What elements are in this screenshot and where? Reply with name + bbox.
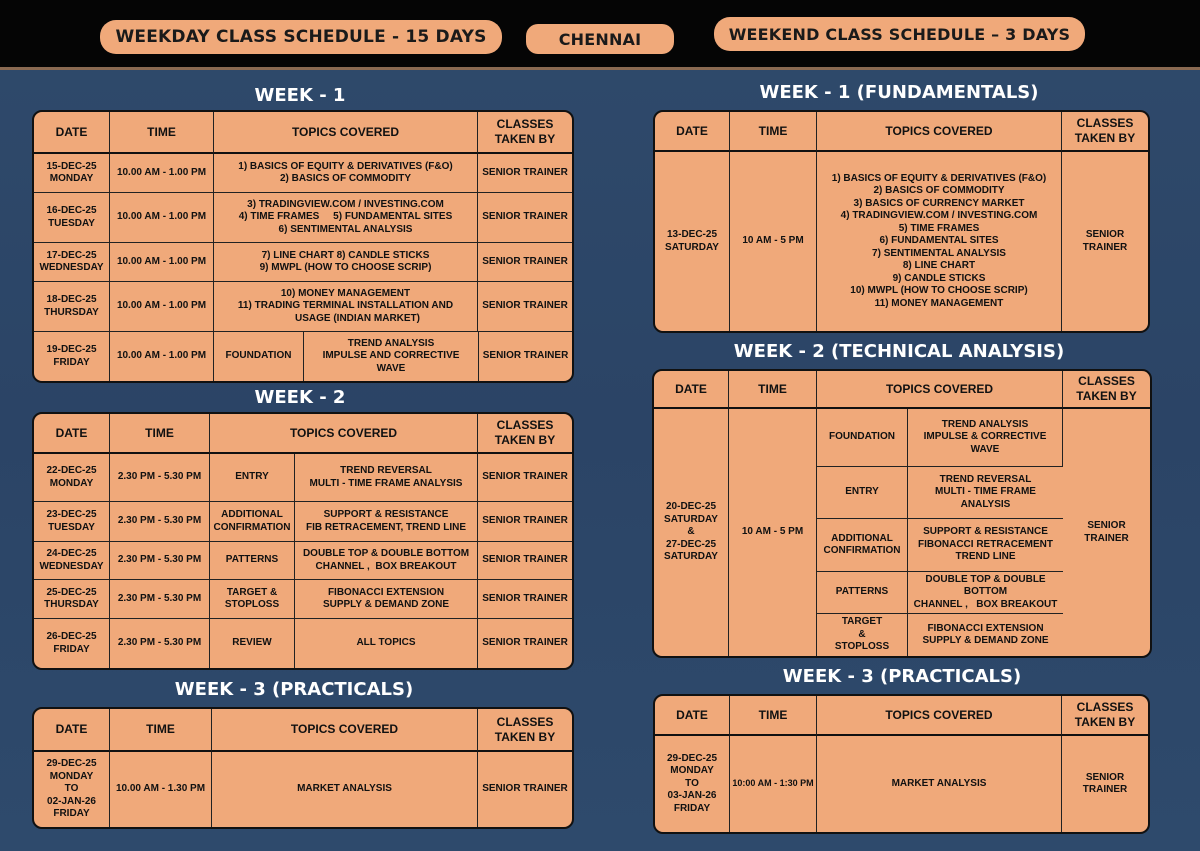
module-cell: FOUNDATION <box>214 332 304 381</box>
trainer-cell: SENIOR TRAINER <box>478 243 572 282</box>
weekend-week3-table <box>653 694 1150 834</box>
col-classes-taken-by: CLASSES TAKEN BY <box>478 709 572 752</box>
trainer-cell: SENIOR TRAINER <box>478 154 572 193</box>
module-cell: TARGET & STOPLOSS <box>817 614 908 656</box>
date-cell: 29-DEC-25 MONDAY TO 02-JAN-26 FRIDAY <box>34 752 110 827</box>
weekday-schedule-title: WEEKDAY CLASS SCHEDULE - 15 DAYS <box>100 20 502 54</box>
time-cell: 2.30 PM - 5.30 PM <box>110 454 210 502</box>
trainer-cell: SENIOR TRAINER <box>482 783 568 795</box>
col-classes-taken-by: CLASSES TAKEN BY <box>478 112 572 154</box>
time-cell: 10.00 AM - 1.00 PM <box>110 332 214 381</box>
trainer-cell: SENIOR TRAINER <box>478 282 572 332</box>
col-date: DATE <box>654 371 729 409</box>
module-detail-cell: TREND ANALYSIS IMPULSE AND CORRECTIVE WAVE <box>322 337 460 374</box>
trainer-cell: SENIOR TRAINER <box>478 580 572 619</box>
col-topics: TOPICS COVERED <box>212 709 478 752</box>
module-detail-cell: ALL TOPICS <box>295 619 478 668</box>
col-time: TIME <box>729 371 817 409</box>
table-row <box>654 409 1150 467</box>
time-cell: 10.00 AM - 1.00 PM <box>110 243 214 282</box>
col-classes-taken-by: CLASSES TAKEN BY <box>1062 112 1148 152</box>
trainer-cell: SENIOR TRAINER <box>478 332 572 381</box>
weekday-week1-table <box>32 110 574 383</box>
module-cell: PATTERNS <box>210 542 295 580</box>
col-topics: TOPICS COVERED <box>817 696 1062 736</box>
time-cell: 2.30 PM - 5.30 PM <box>110 502 210 542</box>
topics-cell: 1) BASICS OF EQUITY & DERIVATIVES (F&O) 2) BASICS OF COMMODITY <box>214 154 478 193</box>
module-cell: ENTRY <box>817 467 908 519</box>
col-classes-taken-by: CLASSES TAKEN BY <box>478 414 572 454</box>
date-cell: 26-DEC-25 FRIDAY <box>34 619 110 668</box>
weekday-week1-title: WEEK - 1 <box>254 85 346 106</box>
table-row <box>34 193 572 243</box>
module-cell: ADDITIONAL CONFIRMATION <box>210 502 295 542</box>
topics-cell: 1) BASICS OF EQUITY & DERIVATIVES (F&O) 2) BASICS OF COMMODITY 3) BASICS OF CURRENCY MARKET 4) TRADINGVIEW.COM / INVESTING.COM 5) TIME FRAMES 6) FUNDAMENTAL SITES 7) SENTIMENTAL ANALYSIS 8) LINE CHART 9) CANDLE STICKS 10) MWPL (HOW TO CHOOSE SCRIP) 11) MONEY MANAGEMENT <box>817 152 1062 331</box>
table-row <box>34 243 572 282</box>
date-cell: 15-DEC-25 MONDAY <box>34 154 110 193</box>
trainer-cell: SENIOR TRAINER <box>482 637 568 649</box>
table-row <box>655 152 1148 331</box>
weekday-week3-table <box>32 707 574 829</box>
weekend-week3-title: WEEK - 3 (PRACTICALS) <box>782 666 1022 687</box>
module-detail-cell: TREND REVERSAL MULTI - TIME FRAME ANALYSIS <box>908 467 1063 519</box>
time-cell: 2.30 PM - 5.30 PM <box>110 542 210 580</box>
weekend-week1-title: WEEK - 1 (FUNDAMENTALS) <box>759 82 1039 103</box>
col-classes-taken-by: CLASSES TAKEN BY <box>1062 696 1148 736</box>
module-cell: PATTERNS <box>817 572 908 614</box>
module-detail-cell: FIBONACCI EXTENSION SUPPLY & DEMAND ZONE <box>295 580 478 619</box>
module-cell: ADDITIONAL CONFIRMATION <box>817 519 908 572</box>
trainer-cell: SENIOR TRAINER <box>1082 229 1128 253</box>
date-cell: 23-DEC-25 TUESDAY <box>34 502 110 542</box>
table-header-row <box>655 696 1148 736</box>
col-time: TIME <box>730 112 817 152</box>
trainer-cell: SENIOR TRAINER <box>478 193 572 243</box>
time-cell: 10:00 AM - 1:30 PM <box>730 736 817 832</box>
module-cell: TARGET & STOPLOSS <box>210 580 295 619</box>
module-detail-cell: TREND REVERSAL MULTI - TIME FRAME ANALYSIS <box>295 454 478 502</box>
col-topics: TOPICS COVERED <box>817 371 1063 409</box>
col-time: TIME <box>730 696 817 736</box>
table-row <box>34 580 572 619</box>
trainer-cell: SENIOR TRAINER <box>478 454 572 502</box>
table-header-row <box>655 112 1148 152</box>
weekday-week2-table <box>32 412 574 670</box>
trainer-cell: SENIOR TRAINER <box>1084 520 1129 544</box>
time-cell: 10 AM - 5 PM <box>730 152 817 331</box>
table-row <box>34 454 572 502</box>
col-date: DATE <box>34 709 110 752</box>
date-cell: 25-DEC-25 THURSDAY <box>34 580 110 619</box>
topics-cell: 10) MONEY MANAGEMENT 11) TRADING TERMINAL INSTALLATION AND USAGE (INDIAN MARKET) <box>214 282 478 332</box>
date-cell: 20-DEC-25 SATURDAY & 27-DEC-25 SATURDAY <box>654 409 729 656</box>
col-date: DATE <box>34 112 110 154</box>
time-cell: 10.00 AM - 1.00 PM <box>110 282 214 332</box>
col-date: DATE <box>655 696 730 736</box>
trainer-cell: SENIOR TRAINER <box>478 502 572 542</box>
module-cell: FOUNDATION <box>817 409 908 467</box>
weekday-week2-title: WEEK - 2 <box>254 387 346 408</box>
table-header-row <box>654 371 1150 409</box>
weekday-week3-title: WEEK - 3 (PRACTICALS) <box>174 679 414 700</box>
date-cell: 24-DEC-25 WEDNESDAY <box>34 542 110 580</box>
date-cell: 17-DEC-25 WEDNESDAY <box>34 243 110 282</box>
table-row <box>34 619 572 668</box>
col-topics: TOPICS COVERED <box>817 112 1062 152</box>
time-cell: 2.30 PM - 5.30 PM <box>110 580 210 619</box>
time-cell: 2.30 PM - 5.30 PM <box>110 619 210 668</box>
date-cell: 29-DEC-25 MONDAY TO 03-JAN-26 FRIDAY <box>655 736 730 832</box>
col-time: TIME <box>110 709 212 752</box>
col-date: DATE <box>34 414 110 454</box>
table-row <box>655 736 1148 832</box>
table-row <box>34 542 572 580</box>
topics-cell: MARKET ANALYSIS <box>212 752 478 827</box>
table-row <box>34 282 572 332</box>
weekend-week1-table <box>653 110 1150 333</box>
city-badge: CHENNAI <box>526 24 674 54</box>
col-topics: TOPICS COVERED <box>214 112 478 154</box>
module-detail-cell: DOUBLE TOP & DOUBLE BOTTOM CHANNEL , BOX BREAKOUT <box>908 572 1063 614</box>
table-row <box>34 332 572 381</box>
table-row <box>34 752 572 827</box>
weekend-schedule-title: WEEKEND CLASS SCHEDULE – 3 DAYS <box>714 17 1085 51</box>
module-detail-cell: DOUBLE TOP & DOUBLE BOTTOM CHANNEL , BOX BREAKOUT <box>295 542 478 580</box>
date-cell: 22-DEC-25 MONDAY <box>34 454 110 502</box>
table-row <box>34 154 572 193</box>
table-header-row <box>34 112 572 154</box>
time-cell: 10 AM - 5 PM <box>729 409 817 656</box>
col-time: TIME <box>110 414 210 454</box>
trainer-cell: SENIOR TRAINER <box>1082 771 1128 795</box>
time-cell: 10.00 AM - 1.00 PM <box>110 193 214 243</box>
topics-cell: 3) TRADINGVIEW.COM / INVESTING.COM 4) TIME FRAMES 5) FUNDAMENTAL SITES 6) SENTIMENTAL ANALYSIS <box>214 193 478 243</box>
date-cell: 18-DEC-25 THURSDAY <box>34 282 110 332</box>
module-cell: ENTRY <box>210 454 295 502</box>
date-cell: 13-DEC-25 SATURDAY <box>655 152 730 331</box>
topics-cell: 7) LINE CHART 8) CANDLE STICKS 9) MWPL (HOW TO CHOOSE SCRIP) <box>214 243 478 282</box>
table-header-row <box>34 709 572 752</box>
col-classes-taken-by: CLASSES TAKEN BY <box>1063 371 1150 409</box>
weekend-week2-table <box>652 369 1152 658</box>
module-detail-cell: SUPPORT & RESISTANCE FIBONACCI RETRACEMENT TREND LINE <box>908 519 1063 572</box>
trainer-cell: SENIOR TRAINER <box>478 542 572 580</box>
topics-cell: MARKET ANALYSIS <box>817 736 1062 832</box>
module-cell: REVIEW <box>210 619 295 668</box>
col-topics: TOPICS COVERED <box>210 414 478 454</box>
time-cell: 10.00 AM - 1.30 PM <box>110 752 212 827</box>
date-cell: 16-DEC-25 TUESDAY <box>34 193 110 243</box>
module-detail-cell: FIBONACCI EXTENSION SUPPLY & DEMAND ZONE <box>922 622 1049 646</box>
module-detail-cell: SUPPORT & RESISTANCE FIB RETRACEMENT, TREND LINE <box>295 502 478 542</box>
col-date: DATE <box>655 112 730 152</box>
module-detail-cell: TREND ANALYSIS IMPULSE & CORRECTIVE WAVE <box>908 409 1063 467</box>
col-time: TIME <box>110 112 214 154</box>
table-row <box>34 502 572 542</box>
weekend-week2-title: WEEK - 2 (TECHNICAL ANALYSIS) <box>733 341 1065 362</box>
time-cell: 10.00 AM - 1.00 PM <box>110 154 214 193</box>
date-cell: 19-DEC-25 FRIDAY <box>34 332 110 381</box>
table-header-row <box>34 414 572 454</box>
